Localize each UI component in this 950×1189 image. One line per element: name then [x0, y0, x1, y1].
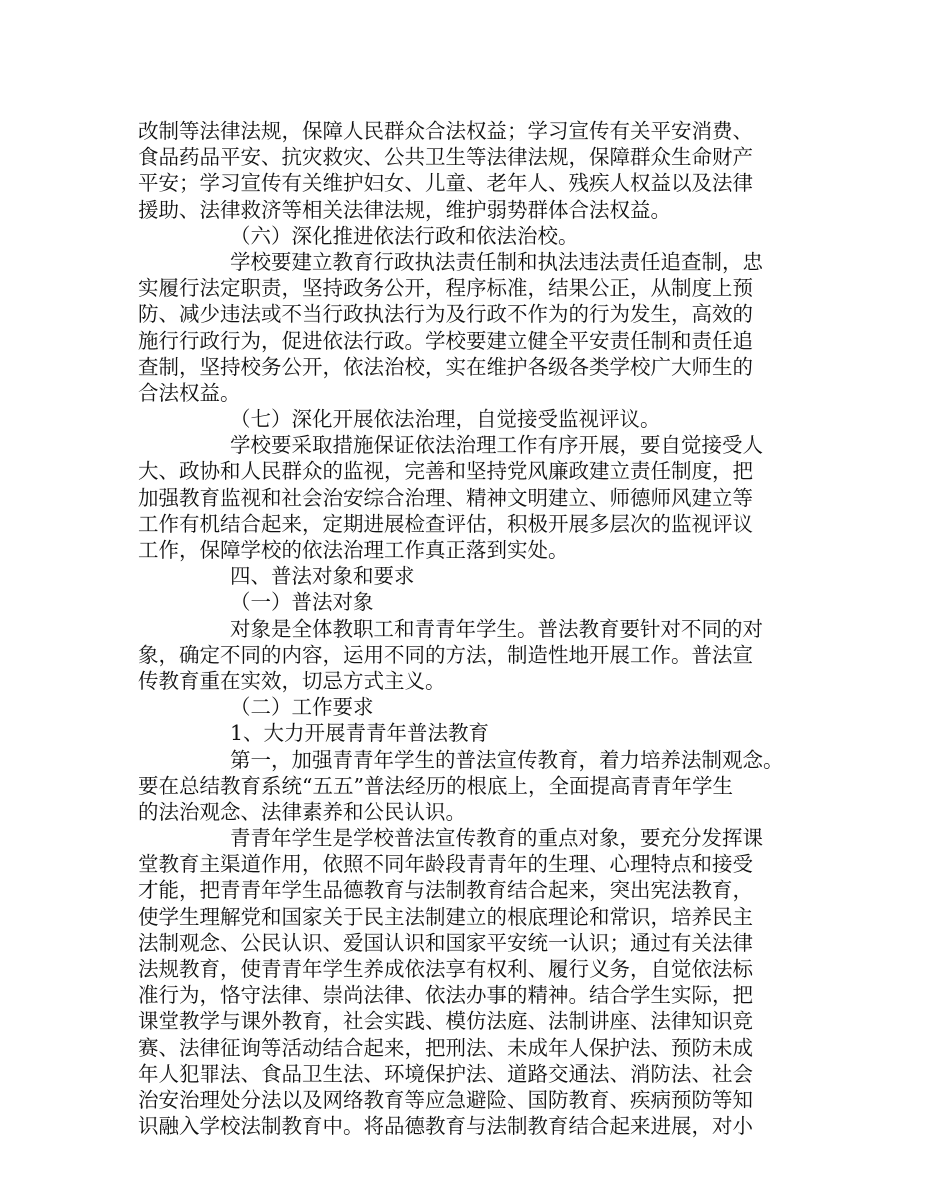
text-line: 学校要建立教育行政执法责任制和执法违法责任追查制，忠 — [230, 249, 763, 274]
text-line: 的法治观念、法律素养和公民认识。 — [138, 799, 466, 824]
text-line: 治安治理处分法以及网络教育等应急避险、国防教育、疾病预防等知 — [138, 1087, 753, 1112]
text-line: 法规教育，使青青年学生养成依法享有权利、履行义务，自觉依法标 — [138, 957, 753, 981]
text-line: 平安；学习宣传有关维护妇女、儿童、老年人、残疾人权益以及法律 — [138, 171, 753, 196]
text-line: 要在总结教育系统“五五”普法经历的根底上，全面提高青青年学生 — [138, 773, 733, 798]
text-line: 识融入学校法制教育中。将品德教育与法制教育结合起来进展，对小 — [138, 1114, 753, 1139]
text-line: 象，确定不同的内容，运用不同的方法，制造性地开展工作。普法宣 — [138, 642, 753, 667]
text-line: 第一，加强青青年学生的普法宣传教育，着力培养法制观念。 — [230, 747, 784, 772]
text-line: 青青年学生是学校普法宣传教育的重点对象，要充分发挥课 — [230, 826, 763, 851]
text-line: 课堂教学与课外教育，社会实践、模仿法庭、法制讲座、法律知识竞 — [138, 1009, 753, 1034]
text-line: 工作，保障学校的依法治理工作真正落到实处。 — [138, 538, 569, 562]
document-body — [138, 118, 818, 1139]
text-line: 才能，把青青年学生品德教育与法制教育结合起来，突出宪法教育， — [138, 878, 753, 903]
text-line: 改制等法律法规，保障人民群众合法权益；学习宣传有关平安消费、 — [138, 119, 753, 143]
text-line: （一）普法对象 — [230, 590, 374, 615]
text-line: 食品药品平安、抗灾救灾、公共卫生等法律法规，保障群众生命财产 — [138, 145, 753, 170]
text-line: （六）深化推进依法行政和依法治校。 — [230, 223, 579, 248]
text-line: 防、减少违法或不当行政执法行为及行政不作为的行为发生，高效的 — [138, 302, 753, 327]
text-line: 对象是全体教职工和青青年学生。普法教育要针对不同的对 — [230, 616, 763, 641]
text-line: 工作有机结合起来，定期进展检查评估，积极开展多层次的监视评议 — [138, 511, 753, 536]
text-line: 赛、法律征询等活动结合起来，把刑法、未成年人保护法、预防未成 — [138, 1035, 753, 1060]
text-line: （七）深化开展依法治理，自觉接受监视评议。 — [230, 407, 661, 432]
text-line: 援助、法律救济等相关法律法规，维护弱势群体合法权益。 — [138, 197, 671, 222]
text-line: 施行行政行为，促进依法行政。学校要建立健全平安责任制和责任追 — [138, 328, 753, 353]
text-line: 1、大力开展青青年普法教育 — [230, 721, 490, 746]
text-line: 实履行法定职责，坚持政务公开，程序标准，结果公正，从制度上预 — [138, 276, 753, 301]
text-line: 学校要采取措施保证依法治理工作有序开展，要自觉接受人 — [230, 433, 763, 458]
text-line: 传教育重在实效，切忌方式主义。 — [138, 668, 446, 693]
text-line: 查制，坚持校务公开，依法治校，实在维护各级各类学校广大师生的 — [138, 354, 753, 379]
text-line: 大、政协和人民群众的监视，完善和坚持党风廉政建立责任制度，把 — [138, 459, 753, 484]
text-line: 年人犯罪法、食品卫生法、环境保护法、道路交通法、消防法、社会 — [138, 1061, 753, 1086]
text-line: 堂教育主渠道作用，依照不同年龄段青青年的生理、心理特点和接受 — [138, 852, 753, 877]
text-line: 加强教育监视和社会治安综合治理、精神文明建立、师德师风建立等 — [138, 485, 753, 510]
text-line: （二）工作要求 — [230, 695, 374, 720]
text-line: 法制观念、公民认识、爱国认识和国家平安统一认识；通过有关法律 — [138, 930, 753, 955]
text-line: 合法权益。 — [138, 380, 241, 405]
text-line: 使学生理解党和国家关于民主法制建立的根底理论和常识，培养民主 — [138, 904, 753, 929]
text-line: 准行为，恪守法律、崇尚法律、依法办事的精神。结合学生实际，把 — [138, 983, 753, 1008]
text-line: 四、普法对象和要求 — [230, 564, 415, 589]
